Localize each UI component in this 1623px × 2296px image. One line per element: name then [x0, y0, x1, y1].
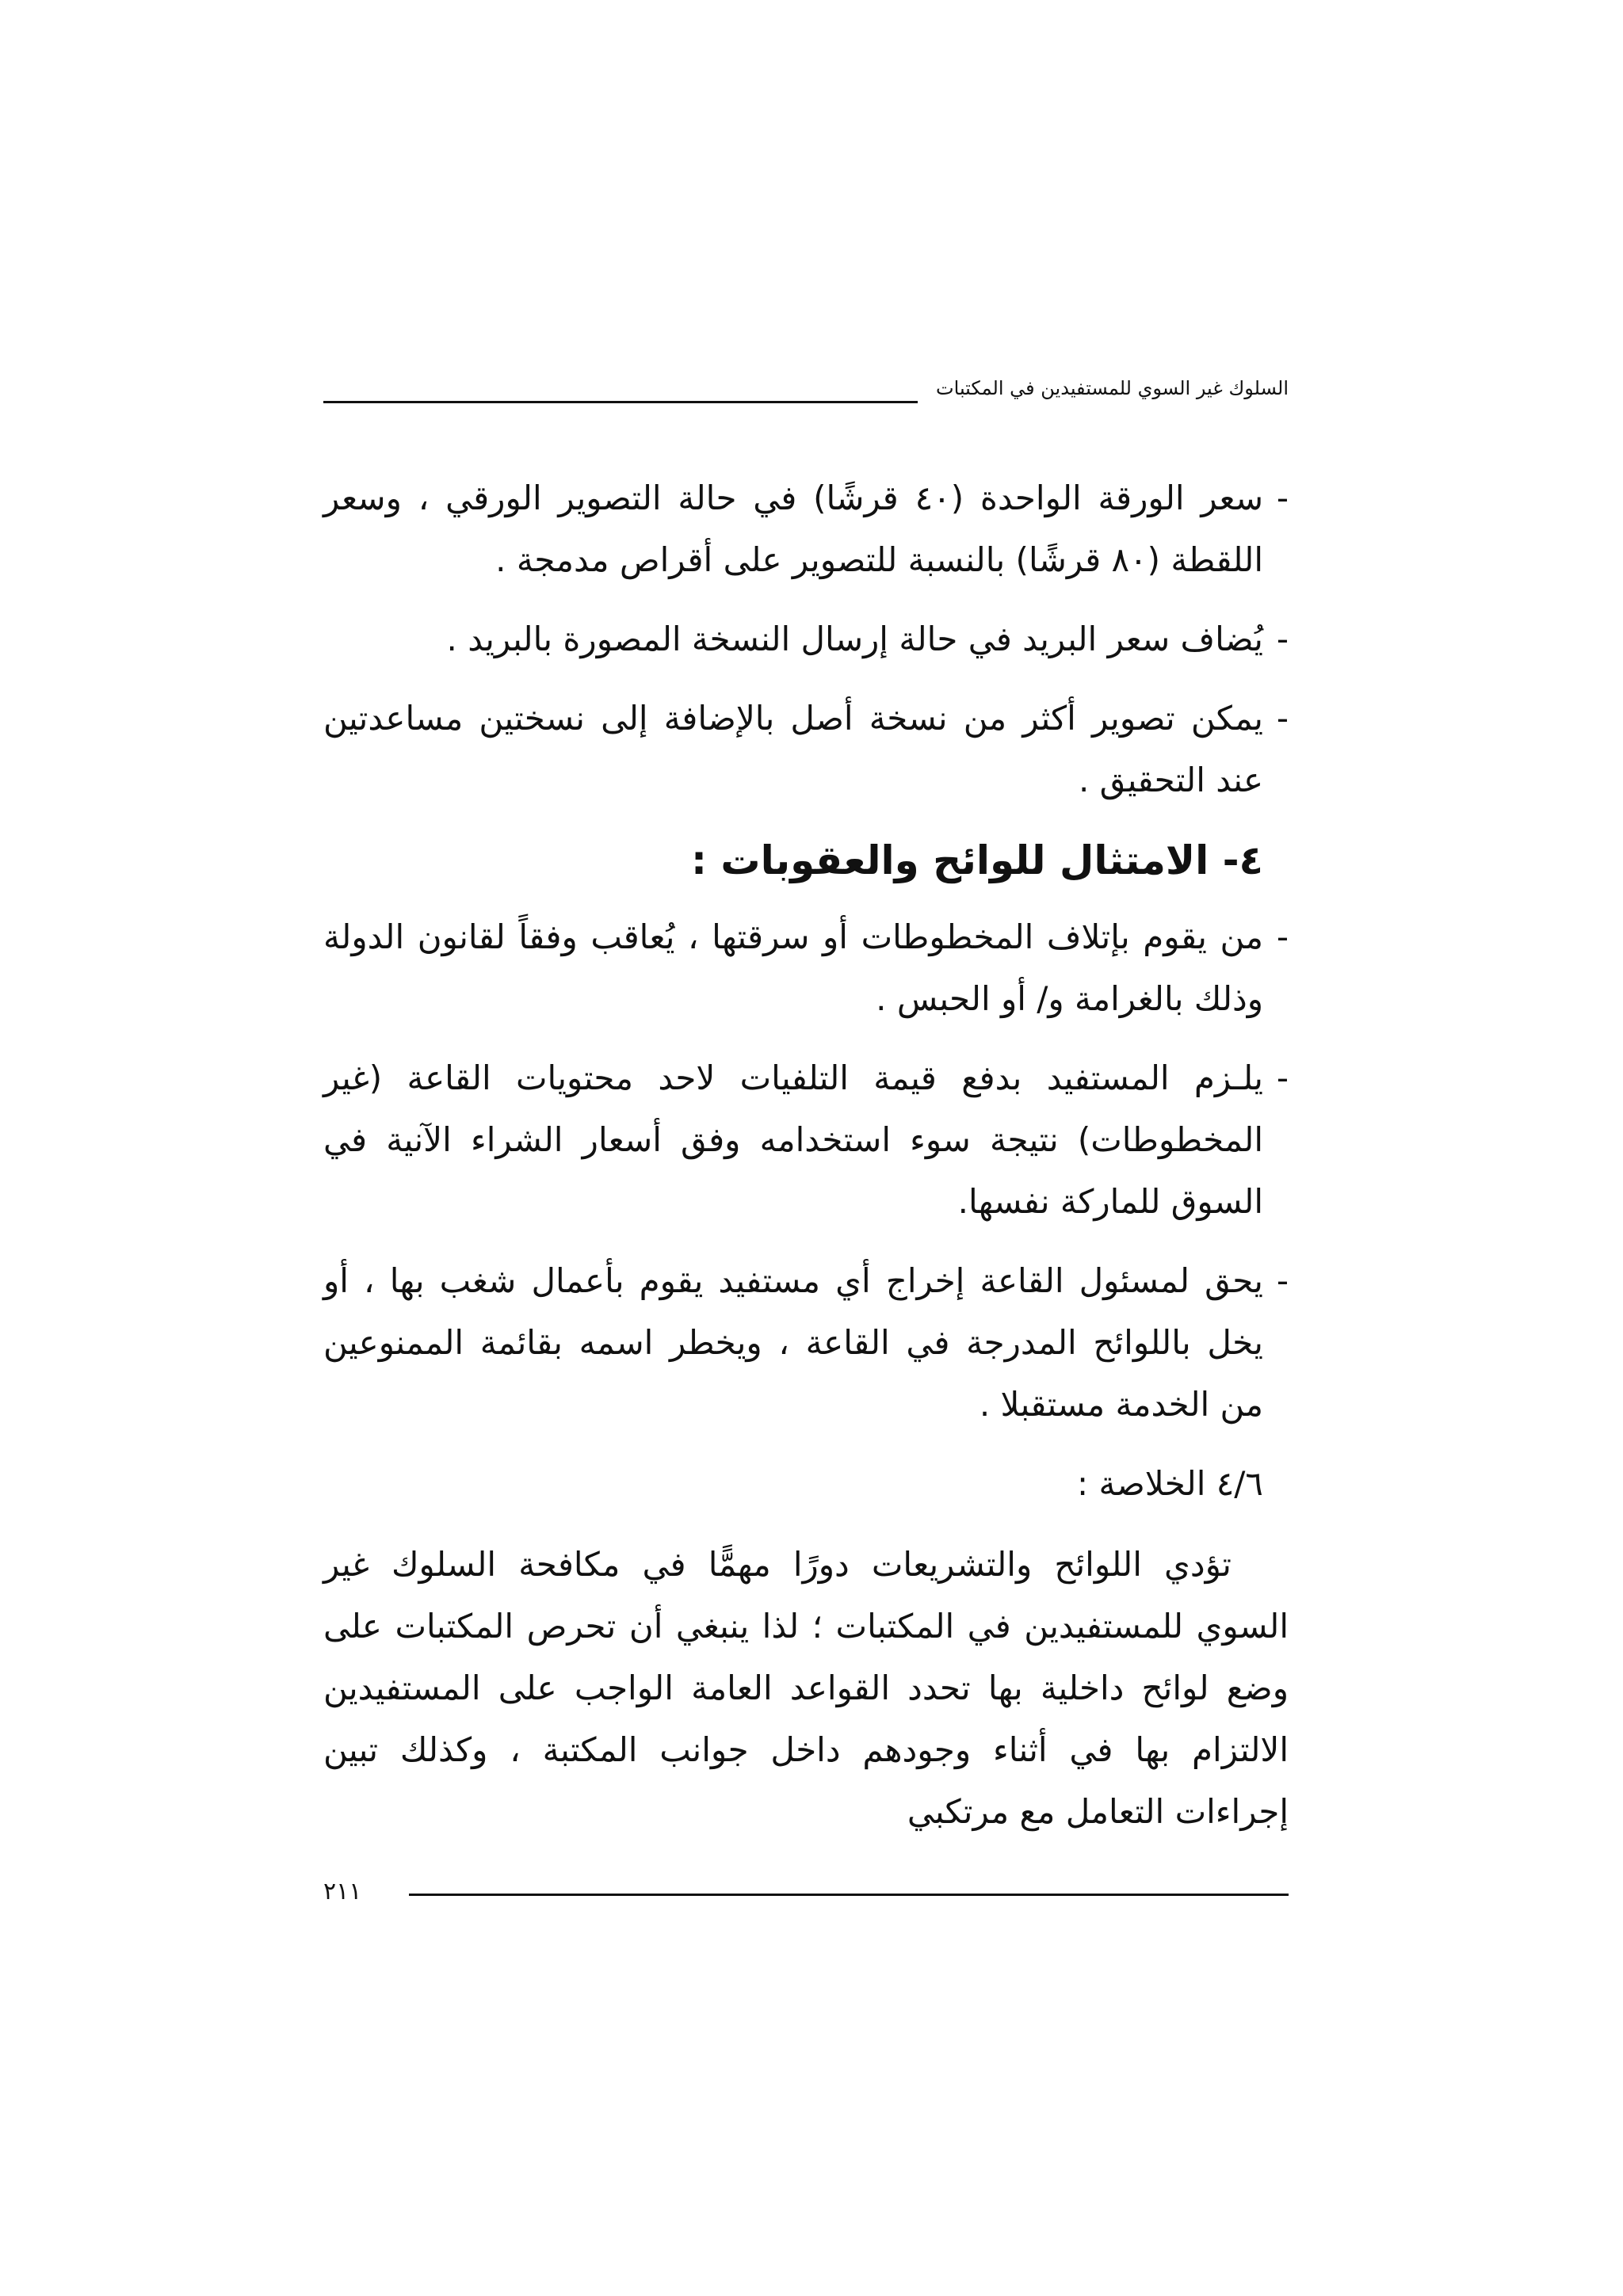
bullet-dash: - — [1276, 620, 1289, 658]
summary-paragraph: تؤدي اللوائح والتشريعات دورًا مهمًّا في مكافحة السلوك غير السوي للمستفيدين في المكتبات ؛ لذا ينبغي أن تحرص المكتبات على وضع لوائح داخلية بها تحدد القواعد العامة الواجب على المستفيدين الالتزام بها في أثناء وجودهم داخل جوانب المكتبة ، وكذلك تبين إجراءات التعامل مع مرتكبي — [323, 1545, 1289, 1831]
list-item-text: يمكن تصوير أكثر من نسخة أصل بالإضافة إلى نسختين مساعدتين عند التحقيق . — [323, 699, 1263, 799]
bullet-dash: - — [1276, 1058, 1289, 1097]
page-number: ٢١١ — [323, 1878, 362, 1905]
running-header — [323, 372, 1289, 404]
list-item — [323, 608, 1289, 670]
list-item — [323, 1047, 1289, 1233]
running-title: السلوك غير السوي للمستفيدين في المكتبات — [936, 377, 1289, 399]
bullet-dash: - — [1276, 917, 1289, 956]
list-item — [323, 1250, 1289, 1436]
footer-rule — [409, 1894, 1289, 1896]
subsection-heading: ٤/٦ الخلاصة : — [1077, 1464, 1263, 1503]
list-item — [323, 906, 1289, 1030]
bullet-dash: - — [1276, 1261, 1289, 1300]
header-rule — [323, 401, 918, 403]
list-item-text: سعر الورقة الواحدة (٤٠ قرشًا) في حالة التصوير الورقي ، وسعر اللقطة (٨٠ قرشًا) بالنسبة للتصوير على أقراص مدمجة . — [323, 479, 1264, 579]
list-item-text: يحق لمسئول القاعة إخراج أي مستفيد يقوم بأعمال شغب بها ، أو يخل باللوائح المدرجة في القاعة ، ويخطر اسمه بقائمة الممنوعين من الخدمة مستقبلا . — [323, 1261, 1263, 1424]
list-item — [323, 688, 1289, 811]
page-content — [323, 467, 1289, 1843]
section-heading: ٤- الامتثال للوائح والعقوبات : — [690, 837, 1263, 883]
list-item-text: يُضاف سعر البريد في حالة إرسال النسخة المصورة بالبريد . — [446, 620, 1263, 658]
bullet-dash: - — [1276, 699, 1289, 738]
list-item-text: يلـزم المستفيد بدفع قيمة التلفيات لاحد محتويات القاعة (غير المخطوطات) نتيجة سوء استخدامه وفق أسعار الشراء الآنية في السوق للماركة نفسها. — [323, 1058, 1263, 1221]
list-item-text: من يقوم بإتلاف المخطوطات أو سرقتها ، يُعاقب وفقاً لقانون الدولة وذلك بالغرامة و/ أو الحبس . — [323, 917, 1263, 1018]
page-footer — [323, 1876, 1289, 1908]
list-item — [323, 467, 1289, 591]
bullet-dash: - — [1276, 479, 1289, 517]
